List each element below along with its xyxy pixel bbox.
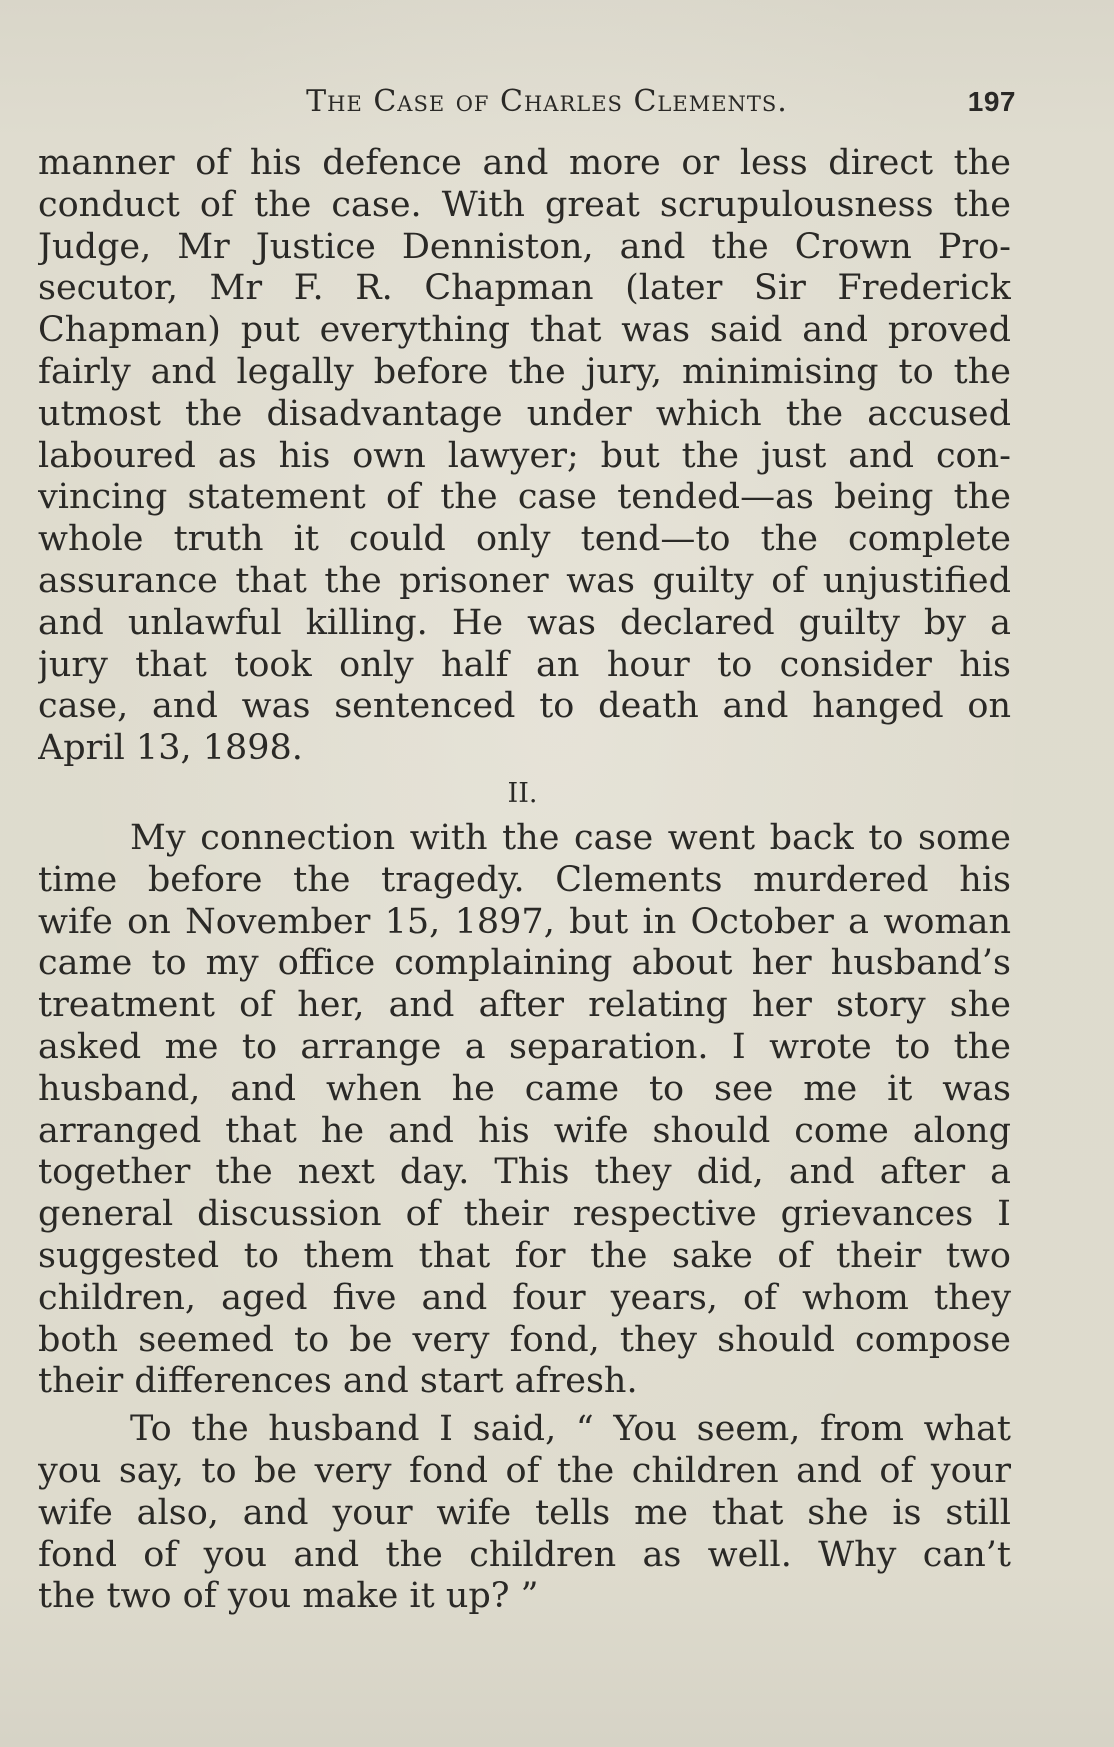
- text-line: case, and was sentenced to death and hanged on: [38, 686, 1011, 727]
- text-line: general discussion of their respective grievances I: [38, 1194, 1011, 1235]
- text-line: their differences and start afresh.: [38, 1361, 638, 1402]
- text-line: fairly and legally before the jury, minimising to the: [38, 351, 1011, 392]
- text-line: Chapman) put everything that was said and proved: [38, 310, 1011, 351]
- text-line: laboured as his own lawyer; but the just and con-: [38, 435, 1011, 476]
- text-line: the two of you make it up? ”: [38, 1576, 539, 1617]
- text-line: you say, to be very fond of the children and of your: [38, 1450, 1011, 1491]
- running-title: The Case of Charles Clements.: [306, 84, 788, 119]
- text-line: wife on November 15, 1897, but in October a woman: [38, 901, 1011, 942]
- text-line: jury that took only half an hour to consider his: [38, 644, 1011, 685]
- text-line: treatment of her, and after relating her story she: [38, 985, 1011, 1026]
- paragraph-3: [38, 1409, 1011, 1618]
- text-line: wife also, and your wife tells me that she is still: [38, 1492, 1011, 1533]
- text-line: conduct of the case. With great scrupulousness the: [38, 184, 1011, 225]
- text-line: My connection with the case went back to some: [130, 817, 1011, 858]
- text-line: Judge, Mr Justice Denniston, and the Crown Pro-: [38, 226, 1011, 267]
- page-number: 197: [967, 86, 1016, 117]
- section-heading: II.: [507, 777, 538, 809]
- text-line: secutor, Mr F. R. Chapman (later Sir Frederick: [38, 268, 1011, 309]
- text-line: April 13, 1898.: [38, 728, 303, 769]
- text-line: whole truth it could only tend—to the complete: [38, 519, 1011, 560]
- text-line: husband, and when he came to see me it was: [38, 1068, 1011, 1109]
- text-line: vincing statement of the case tended—as being the: [38, 477, 1011, 518]
- text-line: both seemed to be very fond, they should compose: [38, 1319, 1011, 1360]
- text-line: suggested to them that for the sake of their two: [38, 1235, 1011, 1276]
- text-line: came to my office complaining about her husband’s: [38, 943, 1011, 984]
- text-line: manner of his defence and more or less direct the: [38, 143, 1011, 183]
- text-line: arranged that he and his wife should come along: [38, 1110, 1011, 1151]
- body-text: [38, 143, 1011, 1618]
- text-line: utmost the disadvantage under which the accused: [38, 393, 1011, 434]
- text-line: To the husband I said, “ You seem, from what: [130, 1409, 1011, 1450]
- paragraph-2: [38, 818, 1011, 1403]
- paragraph-1: [38, 143, 1011, 770]
- text-line: asked me to arrange a separation. I wrote to the: [38, 1026, 1011, 1067]
- text-line: time before the tragedy. Clements murdered his: [38, 859, 1011, 900]
- text-line: children, aged five and four years, of whom they: [38, 1277, 1011, 1318]
- text-line: and unlawful killing. He was declared guilty by a: [38, 602, 1011, 643]
- text-line: fond of you and the children as well. Why can’t: [38, 1534, 1011, 1575]
- text-line: together the next day. This they did, and after a: [38, 1152, 1011, 1193]
- running-head: [38, 82, 1016, 122]
- text-line: assurance that the prisoner was guilty of unjustified: [38, 560, 1011, 601]
